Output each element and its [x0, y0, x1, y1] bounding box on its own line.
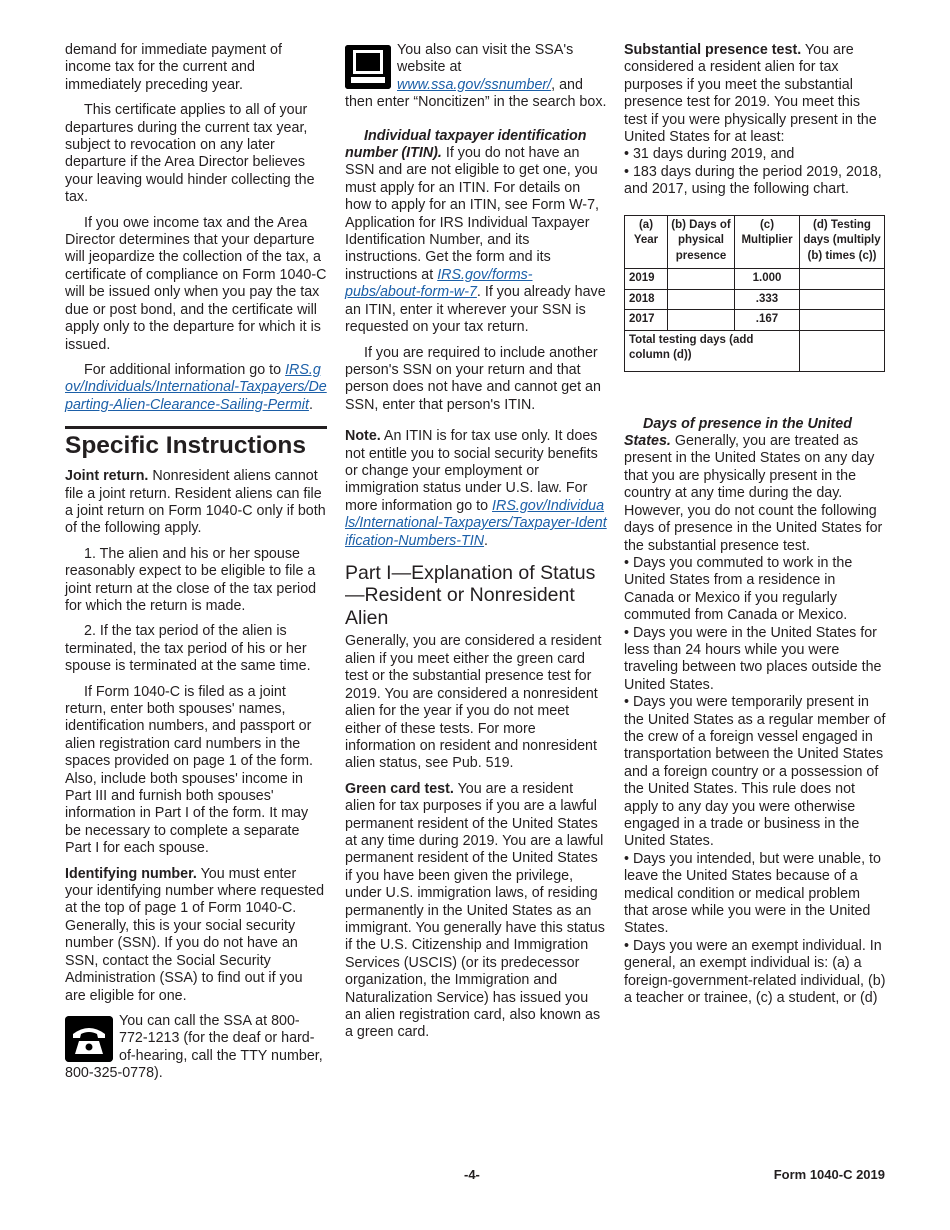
paragraph-text: An ITIN is for tax use only. It does not entitle you to social security benefits or change your employment or immigration status under U.S. law. For more information go to [345, 428, 598, 514]
bullet-item: • 183 days during the period 2019, 2018, and 2017, using the following chart. [624, 163, 882, 198]
paragraph [624, 416, 886, 555]
bullet-text: Days you were in the United States for less than 24 hours while you were traveling between two places outside the United States. [624, 624, 882, 693]
paragraph: Generally, you are considered a resident alien if you meet either the green card test or the substantial presence test for 2019. You are considered a nonresident alien for the year if you do not meet either of these tests. For more information on resident and nonresident alien status, see Pub. 519. [345, 633, 602, 772]
testing-days-cell[interactable] [800, 289, 885, 310]
table-total-row [625, 330, 885, 371]
ssa-website-link[interactable]: www.ssa.gov/ssnumber/ [397, 76, 552, 93]
paragraph [65, 468, 327, 538]
paragraph: demand for immediate payment of income tax for the current and immediately preceding year. [65, 42, 282, 93]
days-input-cell[interactable] [668, 269, 735, 290]
computer-icon [345, 45, 391, 89]
bullet-item: • Days you commuted to work in the United States from a residence in Canada or Mexico if you regularly commuted from Canada or Mexico. [624, 554, 853, 624]
paragraph [65, 866, 327, 1005]
header-testing-days: (d) Testing days (multiply (b) times (c)) [800, 215, 885, 269]
itin-info-link[interactable]: IRS.gov/Individuals/International-Taxpayers/Taxpayer-Identification-Numbers-TIN [345, 497, 607, 549]
web-note [345, 42, 607, 112]
paragraph-text: , and then enter “Noncitizen” in the search box. [345, 76, 607, 111]
paragraph [345, 128, 607, 337]
column-right [624, 42, 886, 1007]
table-row [625, 310, 885, 331]
run-in-heading: Identifying number. [65, 865, 197, 882]
paragraph-text: You must enter your identifying number where requested at the top of page 1 of Form 1040-C. Generally, this is your social security number (SSN). If you do not have an SSN, contact the Social Security Administration (SSA) to find out if you are eligible for one. [65, 865, 325, 1004]
header-multiplier: (c) Multiplier [735, 215, 800, 269]
period: . [308, 396, 313, 413]
header-year: (a) Year [625, 215, 668, 269]
paragraph [345, 781, 607, 1042]
paragraph-text: You can call the SSA at 800-772-1213 (for the deaf or hard-of-hearing, call the TTY number, 800-325-0778). [65, 1012, 323, 1082]
paragraph [624, 42, 886, 146]
header-days: (b) Days of physical presence [668, 215, 735, 269]
period: . [484, 532, 489, 549]
run-in-heading: Joint return. [65, 468, 149, 485]
run-in-heading: Days of presence in the United States. [624, 415, 852, 450]
paragraph-text: If you do not have an SSN and are not eligible to get one, you must apply for an ITIN. For details on how to apply for an ITIN, see Form W-7, Application for IRS Individual Taxpayer Identification Number, and its instructions. Get the form and its instructions at [345, 145, 599, 283]
paragraph-text: . If you already have an ITIN, enter it wherever your SSN is requested on your tax return. [345, 284, 606, 336]
substantial-presence-table [624, 215, 885, 372]
column-left [65, 42, 327, 1091]
page-number: -4- [464, 1167, 480, 1182]
bullet-item: • 31 days during 2019, and [624, 146, 795, 163]
testing-days-cell[interactable] [800, 269, 885, 290]
paragraph-text: For additional information go to [84, 361, 282, 378]
run-in-heading: Note. [345, 428, 381, 445]
table-header-row [625, 215, 885, 269]
multiplier-cell: 1.000 [735, 269, 800, 290]
paragraph-text: You are considered a resident alien for tax purposes if you meet the substantial presence test for 2019. You meet this test if you were physically present in the United States for at least: [624, 42, 877, 146]
total-label: Total testing days (add column (d)) [625, 330, 800, 371]
paragraph: If you are required to include another person's SSN on your return and that person does not have and cannot get an SSN, enter that person's ITIN. [345, 344, 601, 413]
days-input-cell[interactable] [668, 289, 735, 310]
bullet-text: 183 days during the period 2019, 2018, and 2017, using the following chart. [624, 163, 882, 198]
form-w7-link[interactable]: IRS.gov/forms-pubs/about-form-w-7 [345, 266, 533, 301]
telephone-icon [65, 1016, 113, 1062]
table-row [625, 289, 885, 310]
total-cell[interactable] [800, 330, 885, 371]
run-in-heading: Substantial presence test. [624, 42, 802, 58]
run-in-heading: Individual taxpayer identification number (ITIN). [345, 127, 587, 162]
bullet-text: Days you intended, but were unable, to leave the United States because of a medical condition or medical problem that arose while you were in the United States. [624, 850, 881, 937]
phone-note [65, 1013, 327, 1083]
year-cell: 2017 [625, 310, 668, 331]
list-item: 2. If the tax period of the alien is terminated, the tax period of his or her spouse is terminated at the same time. [65, 623, 311, 675]
bullet-item: • Days you intended, but were unable, to leave the United States because of a medical condition or medical problem that arose while you were in the United States. [624, 850, 881, 937]
bullet-item: • Days you were temporarily present in the United States as a regular member of the crew of a foreign vessel engaged in transportation between the United States and a foreign country or a possession of the United States. This rule does not apply to any day you were otherwise engaged in a trade or business in the United States. [624, 694, 886, 850]
paragraph: This certificate applies to all of your departures during the current tax year, subject to revocation on any later departure if the Area Director believes your leaving would hinder collecting the tax. [65, 102, 315, 206]
note [345, 428, 607, 550]
column-middle [345, 42, 607, 1050]
table-row [625, 269, 885, 290]
days-input-cell[interactable] [668, 310, 735, 331]
paragraph-text: You also can visit the SSA's website at [397, 42, 574, 76]
run-in-heading: Green card test. [345, 780, 454, 797]
multiplier-cell: .333 [735, 289, 800, 310]
section-heading: Specific Instructions [65, 426, 327, 460]
bullet-item: • Days you were an exempt individual. In general, an exempt individual is: (a) a foreign-government-related individual, (b) a teacher or trainee, (c) a student, or (d) [624, 937, 886, 1007]
departing-alien-link[interactable]: IRS.gov/Individuals/International-Taxpayers/Departing-Alien-Clearance-Sailing-Permit [65, 361, 327, 413]
paragraph: If you owe income tax and the Area Director determines that your departure will jeopardize the collection of the tax, a certificate of compliance on Form 1040-C will be issued only when you pay the tax due or post bond, and the certificate will apply only to the departure for which it is issued. [65, 214, 327, 353]
list-item: 1. The alien and his or her spouse reasonably expect to be eligible to file a joint return at the close of the tax period for which the return is made. [65, 545, 317, 614]
paragraph-text: You are a resident alien for tax purposes if you are a lawful permanent resident of the United States at any time during 2019. You are a lawful permanent resident of the United States if you have been given the privilege, under U.S. immigration laws, of residing permanently in the United States as an immigrant. You generally have this status if the U.S. Citizenship and Immigration Services (USCIS) (or its predecessor organization, the Immigration and Naturalization Service) has issued you an alien registration card, also known as a green card. [345, 780, 605, 1041]
bullet-text: Days you were temporarily present in the United States as a regular member of the crew of a foreign vessel engaged in transportation between the United States and a foreign country or a possession of the United States. This rule does not apply to any day you were otherwise engaged in a trade or business in the United States. [624, 694, 886, 850]
paragraph: If Form 1040-C is filed as a joint return, enter both spouses' names, identification numbers, and passport or alien registration card numbers in the spaces provided on page 1 of the form. Also, include both spouses' income in Part III and furnish both spouses' information in Part I of the form. It may be necessary to complete a separate Part I for each spouse. [65, 683, 313, 857]
paragraph-text: Generally, you are treated as present in the United States on any day that you are physically present in the country at any time during the day. However, you do not count the following days of presence in the United States for the substantial presence test. [624, 433, 883, 554]
bullet-text: Days you commuted to work in the United States from a residence in Canada or Mexico if you regularly commuted from Canada or Mexico. [624, 554, 853, 624]
form-identifier: Form 1040-C 2019 [773, 1167, 885, 1182]
paragraph [65, 362, 327, 414]
year-cell: 2018 [625, 289, 668, 310]
bullet-item: • Days you were in the United States for less than 24 hours while you were traveling between two places outside the United States. [624, 624, 882, 693]
testing-days-cell[interactable] [800, 310, 885, 331]
part-heading: Part I—Explanation of Status—Resident or Nonresident Alien [345, 561, 596, 629]
year-cell: 2019 [625, 269, 668, 290]
bullet-text: 31 days during 2019, and [632, 146, 795, 163]
multiplier-cell: .167 [735, 310, 800, 331]
paragraph-text: Nonresident aliens cannot file a joint return. Resident aliens can file a joint return on Form 1040-C only if both of the following apply. [65, 468, 326, 537]
bullet-text: Days you were an exempt individual. In general, an exempt individual is: (a) a foreign-government-related individual, (b) a teacher or trainee, (c) a student, or (d) [624, 937, 886, 1007]
